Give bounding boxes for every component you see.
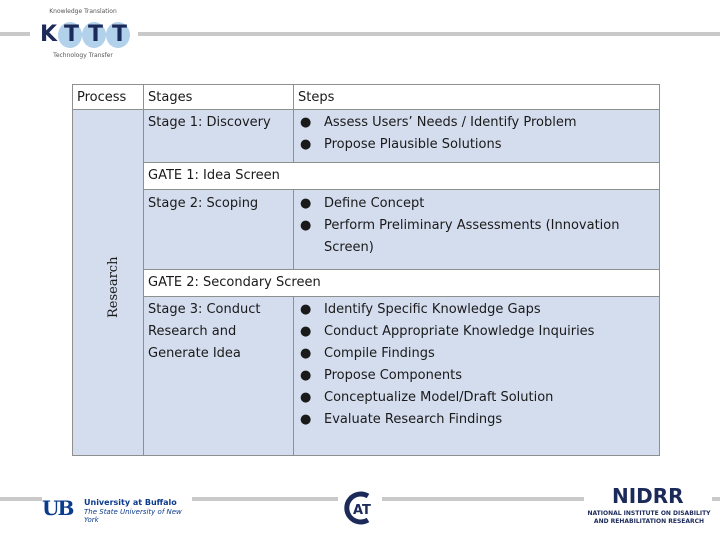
stage-3-steps-cell: [293, 296, 660, 456]
step-text: Identify Specific Knowledge Gaps: [324, 302, 541, 317]
step-text: Compile Findings: [324, 346, 435, 361]
list-item: [294, 299, 594, 321]
step-text: Perform Preliminary Assessments (Innovation Screen): [324, 218, 620, 255]
list-item: [294, 321, 594, 343]
list-item: [294, 215, 624, 259]
stage-1-label: Stage 1: Discovery: [148, 115, 271, 130]
ktt-logo: [28, 8, 138, 64]
stage-2-steps: [294, 193, 624, 259]
step-text: Evaluate Research Findings: [324, 412, 503, 427]
gate-2-cell: [143, 269, 660, 297]
bullet-icon: ●: [300, 302, 312, 317]
list-item: [294, 112, 577, 134]
header-steps-cell: [293, 84, 660, 110]
gate-1-label: GATE 1: Idea Screen: [148, 168, 280, 183]
bullet-icon: ●: [300, 115, 312, 130]
nidrr-line-2: AND REHABILITATION RESEARCH: [593, 518, 705, 525]
bullet-icon: ●: [300, 412, 312, 427]
list-item: [294, 387, 594, 409]
nidrr-logo: [584, 484, 712, 530]
step-text: Assess Users’ Needs / Identify Problem: [324, 115, 577, 130]
ub-logo: [42, 494, 192, 522]
ktt-logo-top-text: Knowledge Translation: [49, 8, 117, 15]
stage-2-steps-cell: [293, 189, 660, 270]
header-stages: Stages: [148, 90, 193, 105]
process-label-research: Research: [106, 256, 121, 318]
stage-2-cell: [143, 189, 294, 270]
ktt-letter-t3: T: [112, 22, 128, 47]
stage-3-label: Stage 3: Conduct Research and Generate Idea: [148, 302, 261, 361]
nidrr-name: NIDRR: [612, 484, 684, 508]
ub-mark: UB: [42, 496, 73, 520]
bullet-icon: ●: [300, 137, 312, 152]
header-stages-cell: [143, 84, 294, 110]
step-text: Define Concept: [324, 196, 425, 211]
header-rule-right: [138, 32, 720, 36]
step-text: Conduct Appropriate Knowledge Inquiries: [324, 324, 595, 339]
bullet-icon: ●: [300, 324, 312, 339]
stage-1-cell: [143, 109, 294, 163]
cat-logo: [338, 490, 382, 526]
gate-1-cell: [143, 162, 660, 190]
header-process: Process: [77, 90, 127, 105]
stage-1-steps: [294, 112, 577, 156]
bullet-icon: ●: [300, 368, 312, 383]
list-item: [294, 134, 577, 156]
nidrr-subtitle: [586, 510, 712, 526]
ub-tagline: The State University of New York: [84, 508, 182, 524]
ktt-logo-bottom-text: Technology Transfer: [53, 52, 113, 59]
stage-3-steps: [294, 299, 594, 431]
bullet-icon: ●: [300, 218, 312, 233]
bullet-icon: ●: [300, 196, 312, 211]
ktt-letter-t1: T: [64, 22, 80, 47]
bullet-icon: ●: [300, 346, 312, 361]
step-text: Propose Plausible Solutions: [324, 137, 502, 152]
list-item: [294, 193, 624, 215]
cat-logo-icon: [338, 490, 382, 526]
list-item: [294, 409, 594, 431]
gate-2-label: GATE 2: Secondary Screen: [148, 275, 321, 290]
stage-2-label: Stage 2: Scoping: [148, 196, 259, 211]
header-process-cell: [72, 84, 144, 110]
bullet-icon: ●: [300, 390, 312, 405]
stage-1-steps-cell: [293, 109, 660, 163]
ktt-letter-k: K: [40, 22, 58, 47]
ub-name: University at Buffalo: [84, 498, 177, 507]
header-rule-left: [0, 32, 30, 36]
step-text: Propose Components: [324, 368, 462, 383]
nidrr-line-1: NATIONAL INSTITUTE ON DISABILITY: [587, 510, 711, 517]
header-steps: Steps: [298, 90, 335, 105]
ktt-letter-t2: T: [88, 22, 104, 47]
svg-text:AT: AT: [353, 503, 371, 518]
list-item: [294, 343, 594, 365]
ktt-logo-letters: [36, 20, 136, 50]
stage-3-cell: [143, 296, 294, 456]
step-text: Conceptualize Model/Draft Solution: [324, 390, 554, 405]
list-item: [294, 365, 594, 387]
